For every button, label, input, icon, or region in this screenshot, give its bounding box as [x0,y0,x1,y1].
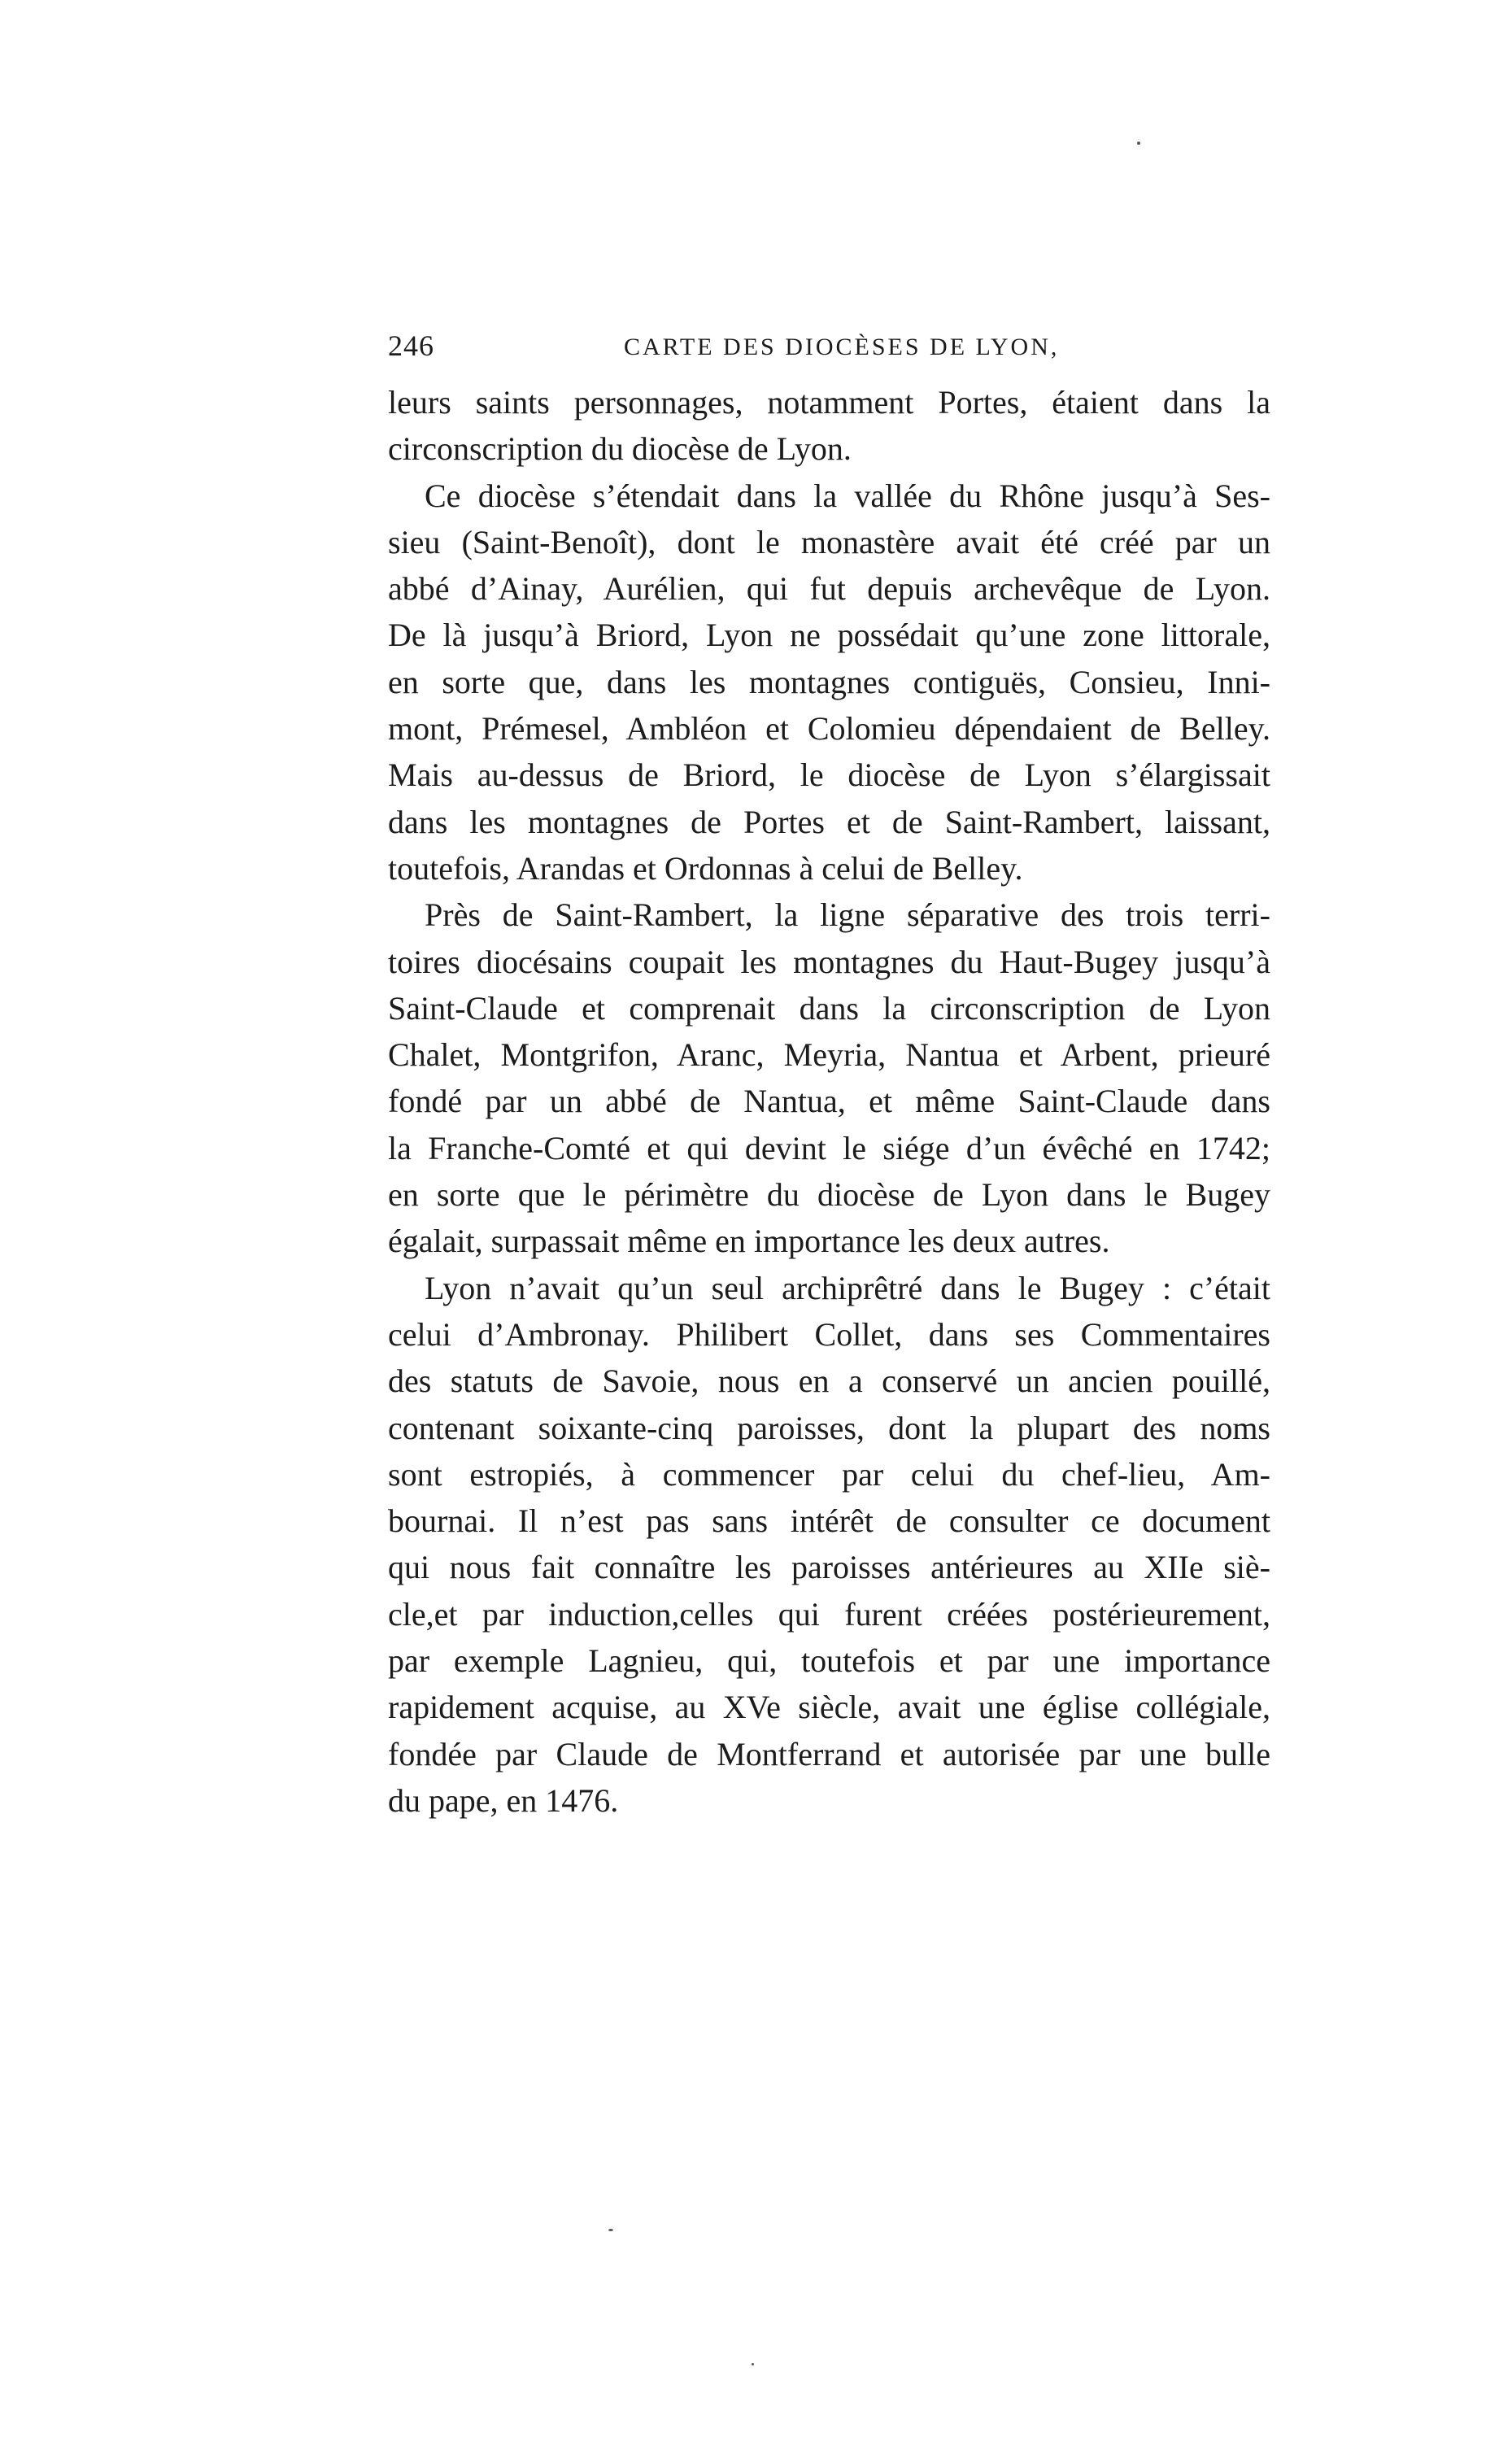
text-line: rapidement acquise, au XVe siècle, avait une église collégiale, [388,1689,1270,1726]
text-line: fondée par Claude de Montferrand et autorisée par une bulle [388,1735,1270,1772]
text-line: du pape, en 1476. [388,1781,619,1819]
text-line: Près de Saint-Rambert, la ligne séparative des trois terri- [425,896,1270,934]
text-line: celui d’Ambronay. Philibert Collet, dans ses Commentaires [388,1315,1270,1353]
text-line: Saint-Claude et comprenait dans la circonscription de Lyon [388,989,1270,1027]
text-line: fondé par un abbé de Nantua, et même Saint-Claude dans [388,1083,1270,1120]
paper-speck [608,2229,613,2231]
text-line: abbé d’Ainay, Aurélien, qui fut depuis archevêque de Lyon. [388,570,1270,608]
text-line: par exemple Lagnieu, qui, toutefois et par une importance [388,1642,1270,1680]
text-line: bournai. Il n’est pas sans intérêt de consulter ce document [388,1502,1270,1540]
text-line: Chalet, Montgrifon, Aranc, Meyria, Nantua et Arbent, prieuré [388,1036,1270,1074]
text-line: des statuts de Savoie, nous en a conservé un ancien pouillé, [388,1362,1270,1400]
text-line: toutefois, Arandas et Ordonnas à celui de Belley. [388,849,1023,887]
text-line: Mais au-dessus de Briord, le diocèse de Lyon s’élargissait [388,756,1270,794]
text-line: en sorte que le périmètre du diocèse de Lyon dans le Bugey [388,1176,1270,1214]
text-line: en sorte que, dans les montagnes contiguës, Consieu, Inni- [388,663,1270,700]
text-line: qui nous fait connaître les paroisses antérieures au XIIe siè- [388,1549,1270,1586]
text-line: Lyon n’avait qu’un seul archiprêtré dans le Bugey : c’était [425,1269,1270,1306]
text-line: circonscription du diocèse de Lyon. [388,430,852,468]
paper-speck [752,2363,754,2365]
text-line: mont, Prémesel, Ambléon et Colomieu dépendaient de Belley. [388,710,1270,748]
paper-speck [1137,142,1140,145]
page-number: 246 [388,329,434,362]
text-line: sieu (Saint-Benoît), dont le monastère avait été créé par un [388,523,1270,560]
text-line: sont estropiés, à commencer par celui du chef-lieu, Am- [388,1455,1270,1493]
text-line: cle,et par induction,celles qui furent créées postérieurement, [388,1595,1270,1633]
text-line: contenant soixante-cinq paroisses, dont la plupart des noms [388,1409,1270,1446]
running-title: CARTE DES DIOCÈSES DE LYON, [624,334,1060,360]
text-line: leurs saints personnages, notamment Portes, étaient dans la [388,384,1270,421]
text-line: dans les montagnes de Portes et de Saint-Rambert, laissant, [388,803,1270,840]
text-line: Ce diocèse s’étendait dans la vallée du Rhône jusqu’à Ses- [425,477,1270,514]
text-line: toires diocésains coupait les montagnes du Haut-Bugey jusqu’à [388,943,1270,980]
running-head [388,329,1318,369]
text-line: la Franche-Comté et qui devint le siége d’un évêché en 1742; [388,1129,1270,1166]
text-line: De là jusqu’à Briord, Lyon ne possédait qu’une zone littorale, [388,617,1270,654]
body-text [388,379,1270,1824]
text-line: égalait, surpassait même en importance les deux autres. [388,1223,1110,1260]
